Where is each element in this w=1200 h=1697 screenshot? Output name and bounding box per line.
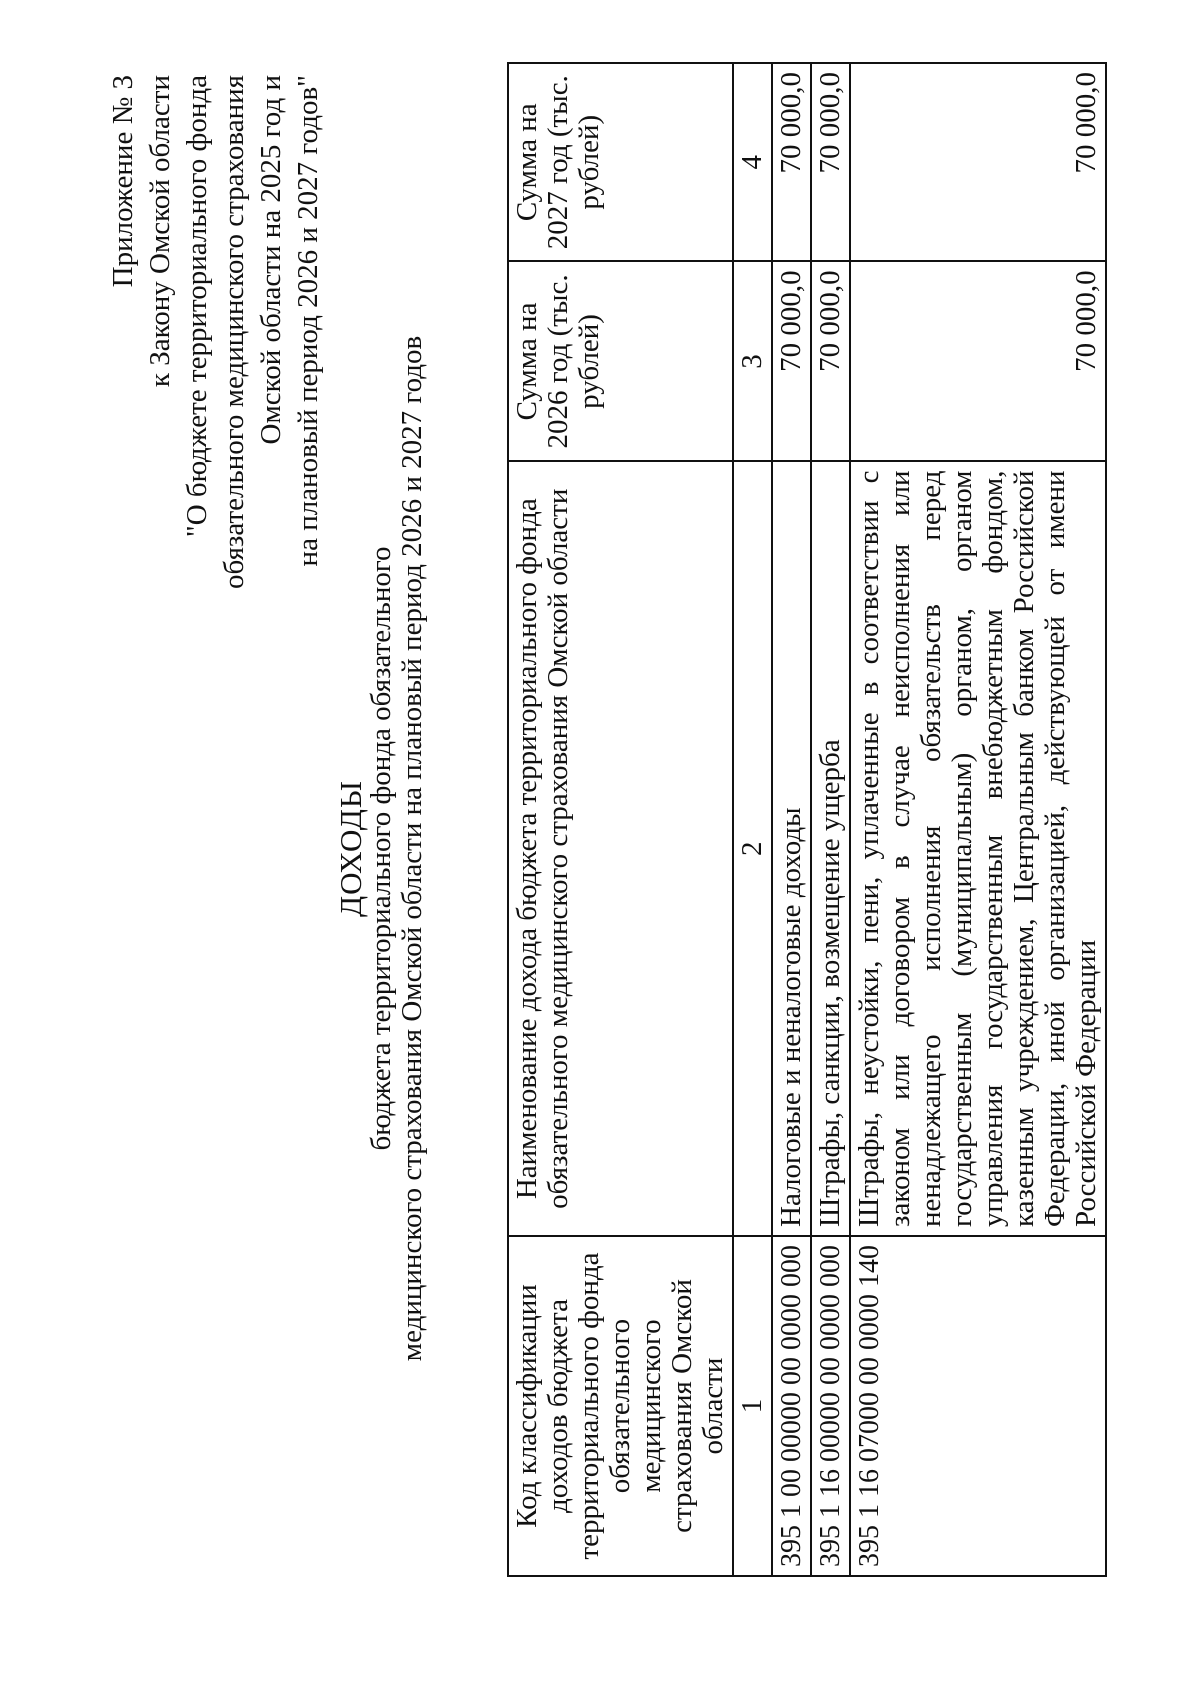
table-row	[850, 63, 1106, 1576]
header-sum-2027: Сумма на 2027 год (тыс. рублей)	[508, 63, 733, 261]
table-row	[772, 63, 811, 1576]
appendix-line: обязательного медицинского страхования	[218, 75, 250, 589]
title-line: медицинского страхования Омской области на плановый период 2026 и 2027 годов	[396, 335, 428, 1362]
document-title	[335, 0, 428, 1697]
row-sum-2026: 70 000,0	[850, 261, 1106, 461]
row-name: Штрафы, неустойки, пени, уплаченные в соответствии с законом или договором в случае неисполнения или ненадлежащего исполнения обязательств перед государственным (муниципальным) органом, органом управления государственным внебюджетным фондом, казенным учреждением, Центральным банком Российской Федерации, иной организацией, действующей от имени Российской Федерации	[850, 461, 1106, 1236]
row-sum-2027: 70 000,0	[772, 63, 811, 261]
header-code: Код классификации доходов бюджета территориального фонда обязательного медицинского страхования Омской области	[508, 1236, 733, 1576]
column-number: 4	[733, 63, 772, 261]
table-row	[811, 63, 850, 1576]
row-sum-2026: 70 000,0	[811, 261, 850, 461]
row-sum-2027: 70 000,0	[850, 63, 1106, 261]
appendix-line: Омской области на 2025 год и	[255, 75, 287, 445]
row-sum-2027: 70 000,0	[811, 63, 850, 261]
column-number: 2	[733, 461, 772, 1236]
appendix-line: на плановый период 2026 и 2027 годов"	[292, 75, 324, 567]
row-name: Штрафы, санкции, возмещение ущерба	[811, 461, 850, 1236]
row-code: 395 1 16 07000 00 0000 140	[850, 1236, 1106, 1576]
column-number: 3	[733, 261, 772, 461]
column-number: 1	[733, 1236, 772, 1576]
title-line: бюджета территориального фонда обязательного	[365, 546, 397, 1151]
appendix-header	[105, 75, 327, 875]
row-code: 395 1 16 00000 00 0000 000	[811, 1236, 850, 1576]
header-sum-2026: Сумма на 2026 год (тыс. рублей)	[508, 261, 733, 461]
column-number-row	[733, 63, 772, 1576]
appendix-line: Приложение № 3	[107, 75, 139, 288]
title-main: ДОХОДЫ	[333, 780, 368, 917]
row-code: 395 1 00 00000 00 0000 000	[772, 1236, 811, 1576]
revenue-table	[507, 62, 1107, 1577]
row-sum-2026: 70 000,0	[772, 261, 811, 461]
table-header-row	[508, 63, 733, 1576]
appendix-line: "О бюджете территориального фонда	[181, 75, 213, 538]
appendix-line: к Закону Омской области	[144, 75, 176, 388]
row-name: Налоговые и неналоговые доходы	[772, 461, 811, 1236]
header-name: Наименование дохода бюджета территориального фонда обязательного медицинского страхования Омской области	[508, 461, 733, 1236]
